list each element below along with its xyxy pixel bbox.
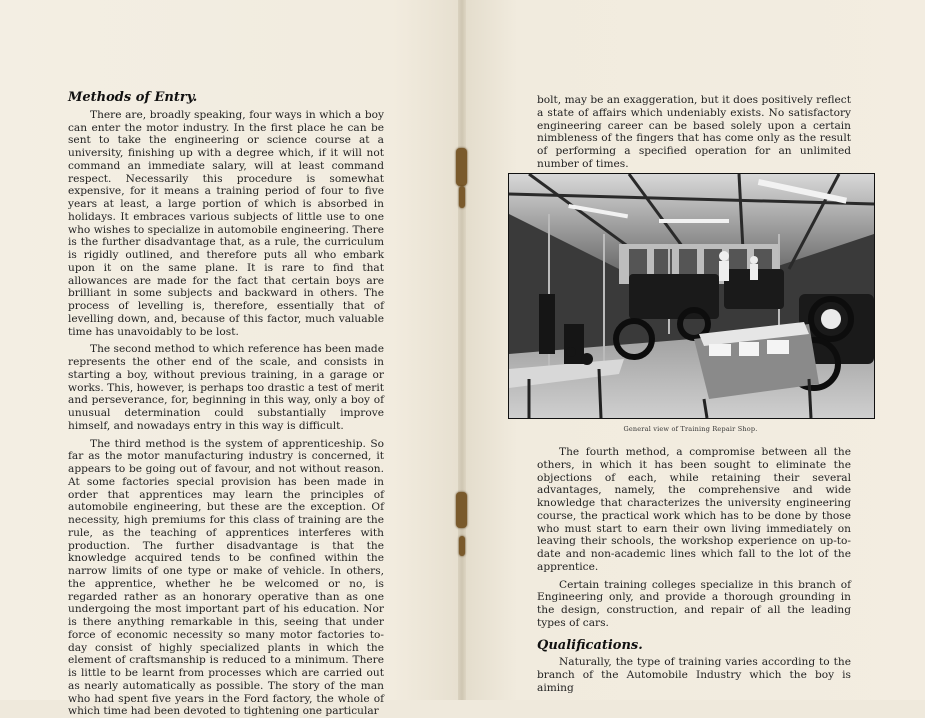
section-heading-qualifications: Qualifications. <box>537 640 851 653</box>
training-repair-shop-photo <box>508 173 875 419</box>
photo-caption: General view of Training Repair Shop. <box>508 425 873 433</box>
paragraph-second-method: The second method to which reference has been made represents the other end of the scale, and consists in starting a boy, without previous training, in a garage or works. This, however, is perhaps too drastic a test of merit and perseverance, for, beginning in this way, only a boy of unusual determination could substantially improve himself, and nowadays entry in this way is difficult. <box>68 343 384 432</box>
workshop-illustration <box>509 174 874 418</box>
paragraph-qualifications: Naturally, the type of training varies according to the branch of the Automobile Industry which the boy is aiming <box>537 656 851 694</box>
staple-bottom <box>456 492 467 528</box>
staple-top <box>456 148 467 186</box>
paragraph-first-method: There are, broadly speaking, four ways in which a boy can enter the motor industry. In the first place he can be sent to take the engineering or science course at a university, finishing up with a degree which, if it will not command an immediate salary, will at least command respect. Necessarily this procedure is somewhat expensive, for it means a training period of four to five years at least, a large portion of which is absorbed in holidays. It embraces various subjects of little use to one who wishes to specialize in automobile engineering. There is the further disadvantage that, as a rule, the curriculum is rigidly outlined, and therefore puts all who embark upon it on the same plane. It is rare to find that allowances are made for the fact that certain boys are brilliant in some subjects and backward in others. The process of levelling is, therefore, essentially that of levelling down, and, because of this factor, much valuable time has unavoidably to be lost. <box>68 109 384 339</box>
paragraph-training-colleges: Certain training colleges specialize in this branch of Engineering only, and provide a thorough grounding in the design, construction, and repair of all the leading types of cars. <box>537 579 851 630</box>
staple-bottom-tail <box>459 536 465 556</box>
paragraph-third-method: The third method is the system of apprenticeship. So far as the motor manufacturing industry is concerned, it appears to be going out of favour, and not without reason. At some factories special provision has been made in order that apprentices may learn the principles of automobile engineering, but these are the exception. Of necessity, high premiums for this class of training are the rule, as the teaching of apprentices interferes with production. The further disadvantage is that the knowledge acquired tends to be confined within the narrow limits of one type or make of vehicle. In others, the apprentice, whether he be welcomed or no, is regarded rather as an honorary operative than as one undergoing the most important part of his education. Nor is there anything remarkable in this, seeing that under force of economic necessity so many motor factories to-day consist of highly specialized plants in which the element of craftsmanship is reduced to a minimum. There is little to be learnt from processes which are carried out as nearly automatically as possible. The story of the man who had spent five years in the Ford factory, the whole of which time had been devoted to tightening one particular <box>68 438 384 718</box>
right-column-top <box>537 94 851 171</box>
paragraph-continuation: bolt, may be an exaggeration, but it does positively reflect a state of affairs which undeniably exists. No satisfactory engineering career can be based solely upon a certain nimbleness of the fingers that has come only as the result of performing a specified operation for an unlimited number of times. <box>537 94 851 171</box>
paragraph-fourth-method: The fourth method, a compromise between all the others, in which it has been sought to eliminate the objections of each, while retaining their several advantages, namely, the comprehensive and wide knowledge that characterizes the university engineering course, the practical work which has to be done by those who must start to earn their own living immediately on leaving their schools, the workshop experience on up-to-date and non-academic lines which fall to the lot of the apprentice. <box>537 446 851 574</box>
left-column <box>68 92 384 718</box>
section-heading-methods-of-entry: Methods of Entry. <box>68 92 384 105</box>
staple-top-tail <box>459 186 465 208</box>
right-column-bottom <box>537 446 851 695</box>
book-gutter <box>458 0 466 700</box>
